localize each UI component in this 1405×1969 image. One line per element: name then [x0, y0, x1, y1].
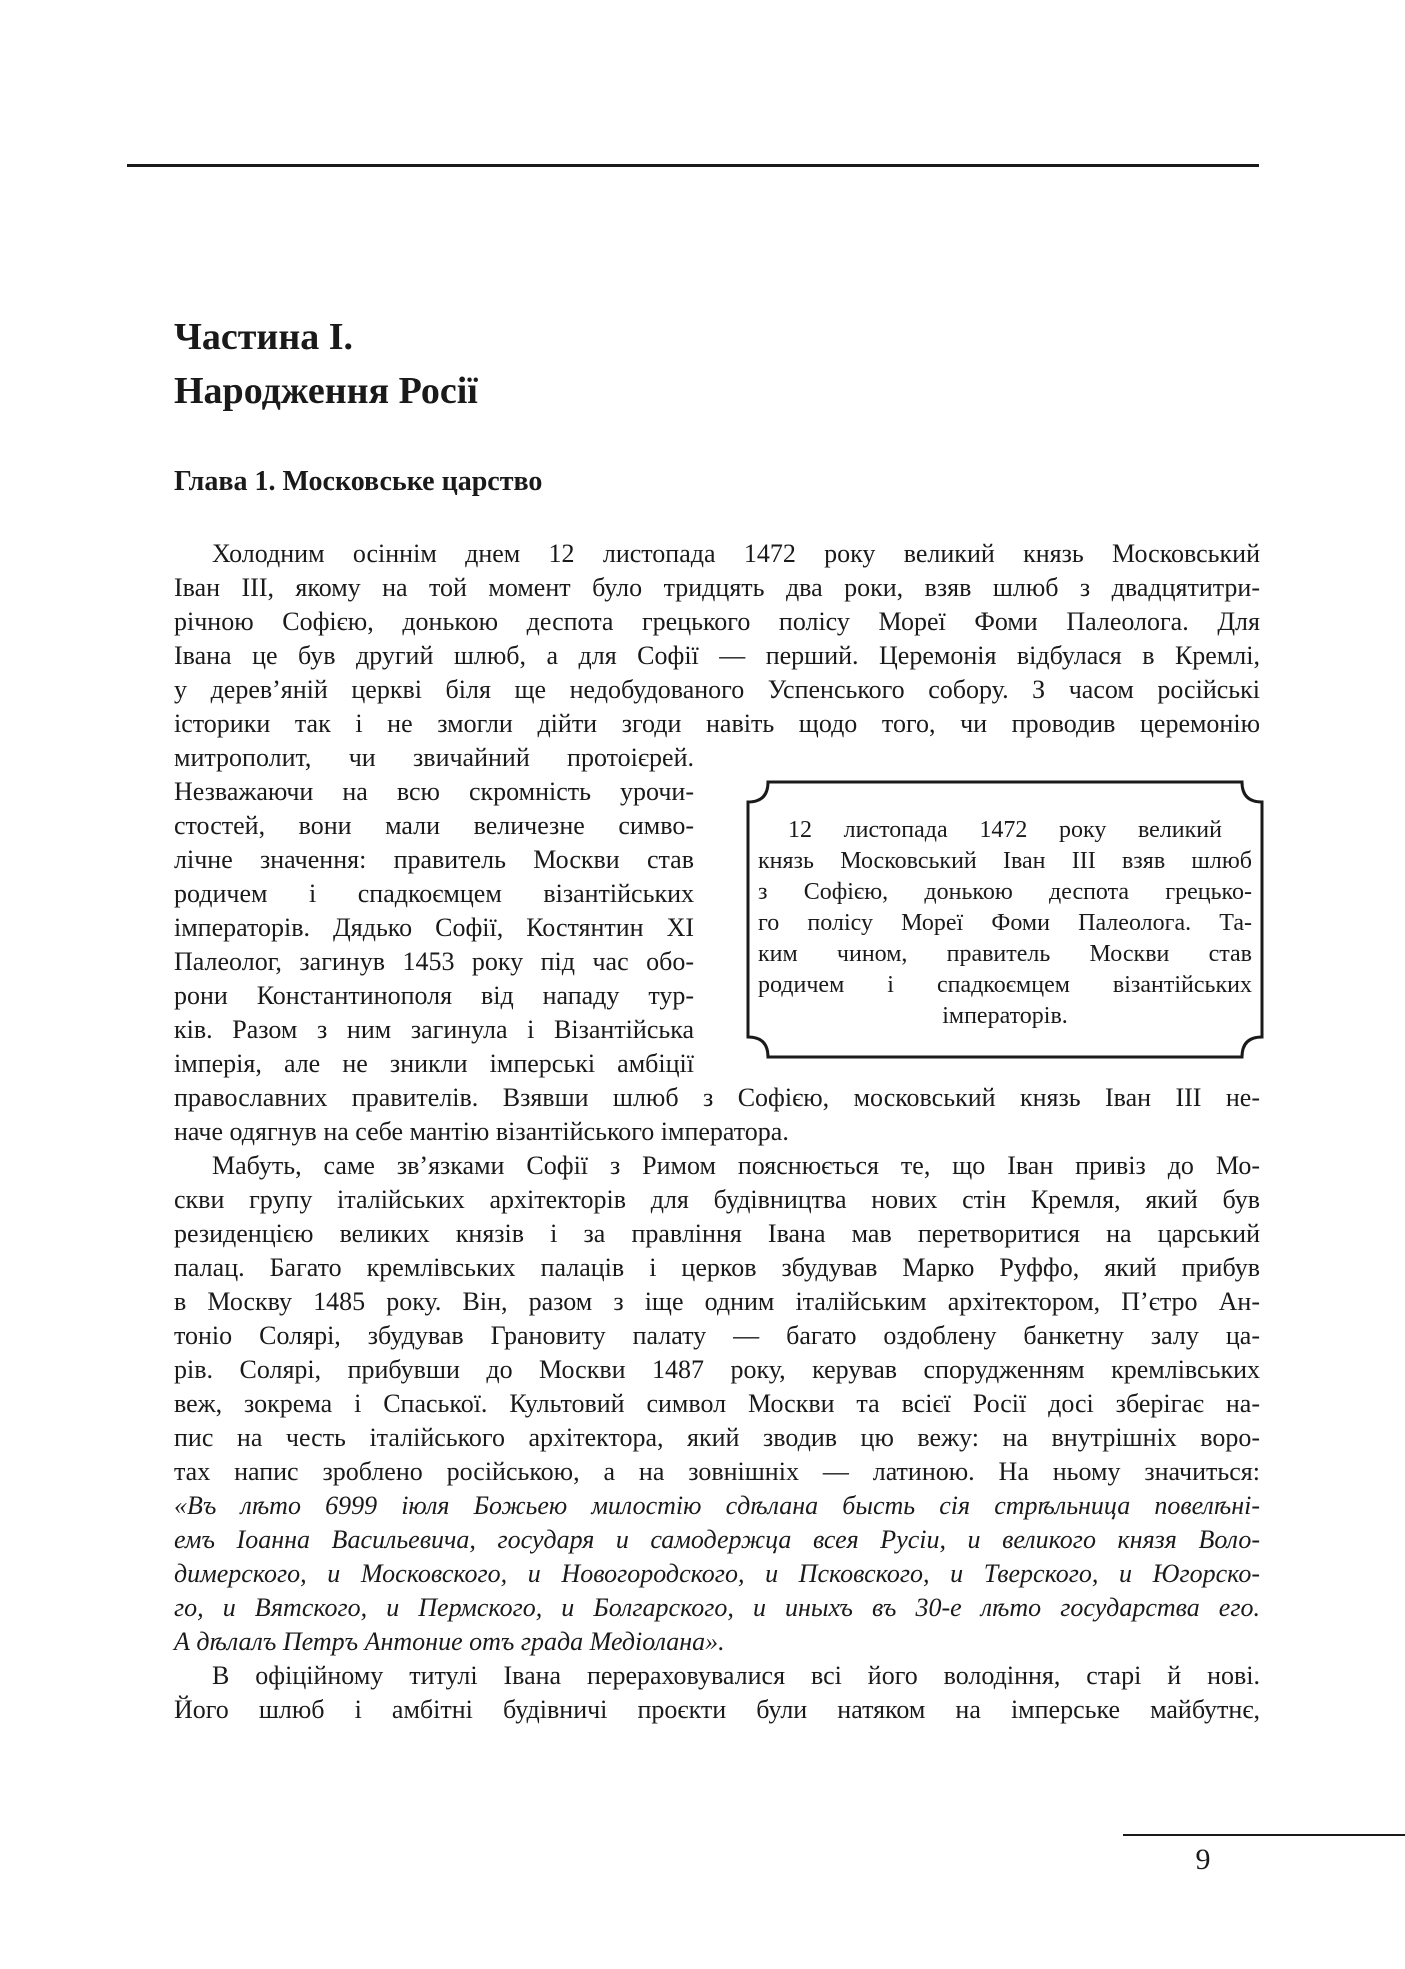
quote-line: димерского, и Московского, и Новогородского, и Псковского, и Тверского, и Югорско-	[174, 1559, 1260, 1588]
text-line: православних правителів. Взявши шлюб з Софією, московський князь Іван ІІІ не-	[174, 1083, 1260, 1112]
text-line: Незважаючи на всю скромність урочи-	[174, 777, 694, 806]
text-line: імператорів. Дядько Софії, Костянтин ХІ	[174, 913, 694, 942]
quote-line: емъ Іоанна Васильевича, государя и самодержца всея Русіи, и великого князя Воло-	[174, 1525, 1260, 1554]
paragraph-1-narrow	[174, 741, 694, 1081]
text-line: імперія, але не зникли імперські амбіції	[174, 1049, 694, 1078]
text-line: Івана це був другий шлюб, а для Софії — перший. Церемонія відбулася в Кремлі,	[174, 641, 1260, 670]
footer-rule	[1123, 1834, 1405, 1836]
text-line: у дерев’яній церкві біля ще недобудованого Успенського собору. З часом російські	[174, 675, 1260, 704]
text-line: Палеолог, загинув 1453 року під час обо-	[174, 947, 694, 976]
text-line: В офіційному титулі Івана перераховувалися всі його володіння, старі й нові.	[212, 1661, 1260, 1690]
callout-line: го полісу Мореї Фоми Палеолога. Та-	[758, 910, 1252, 936]
text-line: Його шлюб і амбітні будівничі проєкти були натяком на імперське майбутнє,	[174, 1695, 1260, 1724]
text-line: резиденцією великих князів і за правління Івана мав перетворитися на царський	[174, 1219, 1260, 1248]
text-line: скви групу італійських архітекторів для будівництва нових стін Кремля, який був	[174, 1185, 1260, 1214]
callout-box	[744, 778, 1266, 1061]
text-line: тах напис зроблено російською, а на зовнішніх — латиною. На ньому значиться:	[174, 1457, 1260, 1486]
text-line: Мабуть, саме зв’язками Софії з Римом пояснюється те, що Іван привіз до Мо-	[212, 1151, 1260, 1180]
text-line: стостей, вони мали величезне симво-	[174, 811, 694, 840]
text-line: Холодним осіннім днем 12 листопада 1472 року великий князь Московський	[212, 539, 1260, 568]
text-line: ків. Разом з ним загинула і Візантійська	[174, 1015, 694, 1044]
text-line: наче одягнув на себе мантію візантійського імператора.	[174, 1117, 789, 1146]
text-line: веж, зокрема і Спаської. Культовий символ Москви та всієї Росії досі зберігає на-	[174, 1389, 1260, 1418]
text-line: рони Константинополя від нападу тур-	[174, 981, 694, 1010]
quote-line: «Въ лѣто 6999 іюля Божьею милостію сдѣлана бысть сія стрѣльница повелѣні-	[174, 1491, 1260, 1520]
callout-line: родичем і спадкоємцем візантійських	[758, 972, 1252, 998]
text-line: історики так і не змогли дійти згоди навіть щодо того, чи проводив церемонію	[174, 709, 1260, 738]
page-number: 9	[1195, 1843, 1211, 1876]
text-line: рів. Солярі, прибувши до Москви 1487 року, керував спорудженням кремлівських	[174, 1355, 1260, 1384]
quote-line: А дѣлалъ Петръ Антоние отъ града Медіолана».	[174, 1627, 725, 1656]
callout-line: імператорів.	[942, 1003, 1068, 1029]
callout-text	[758, 815, 1252, 1032]
part-title	[174, 310, 478, 418]
callout-line: 12 листопада 1472 року великий	[788, 817, 1222, 843]
quote-line: го, и Вятского, и Пермского, и Болгарского, и иныхъ въ 30-е лѣто государства его.	[174, 1593, 1260, 1622]
text-line: лічне значення: правитель Москви став	[174, 845, 694, 874]
callout-line: ким чином, правитель Москви став	[758, 941, 1252, 967]
paragraph-3	[174, 1659, 1260, 1727]
text-line: палац. Багато кремлівських палаців і церков збудував Марко Руффо, який прибув	[174, 1253, 1260, 1282]
text-line: митрополит, чи звичайний протоієрей.	[174, 743, 694, 772]
callout-line: з Софією, донькою деспота грецько-	[758, 879, 1252, 905]
chapter-title: Глава 1. Московське царство	[174, 466, 543, 497]
top-rule	[127, 164, 1259, 167]
text-line: тоніо Солярі, збудував Грановиту палату — багато оздоблену банкетну залу ца-	[174, 1321, 1260, 1350]
part-title-line-2: Народження Росії	[174, 370, 478, 412]
paragraph-2	[174, 1149, 1260, 1659]
paragraph-1-rest	[174, 1081, 1260, 1149]
paragraph-1-full	[174, 537, 1260, 741]
text-line: в Москву 1485 року. Він, разом з іще одним італійським архітектором, П’єтро Ан-	[174, 1287, 1260, 1316]
text-line: пис на честь італійського архітектора, який зводив цю вежу: на внутрішніх воро-	[174, 1423, 1260, 1452]
text-line: річною Софією, донькою деспота грецького полісу Мореї Фоми Палеолога. Для	[174, 607, 1260, 636]
part-title-line-1: Частина І.	[174, 316, 353, 358]
callout-line: князь Московський Іван ІІІ взяв шлюб	[758, 848, 1252, 874]
text-line: Іван ІІІ, якому на той момент було тридцять два роки, взяв шлюб з двадцятитри-	[174, 573, 1260, 602]
text-line: родичем і спадкоємцем візантійських	[174, 879, 694, 908]
